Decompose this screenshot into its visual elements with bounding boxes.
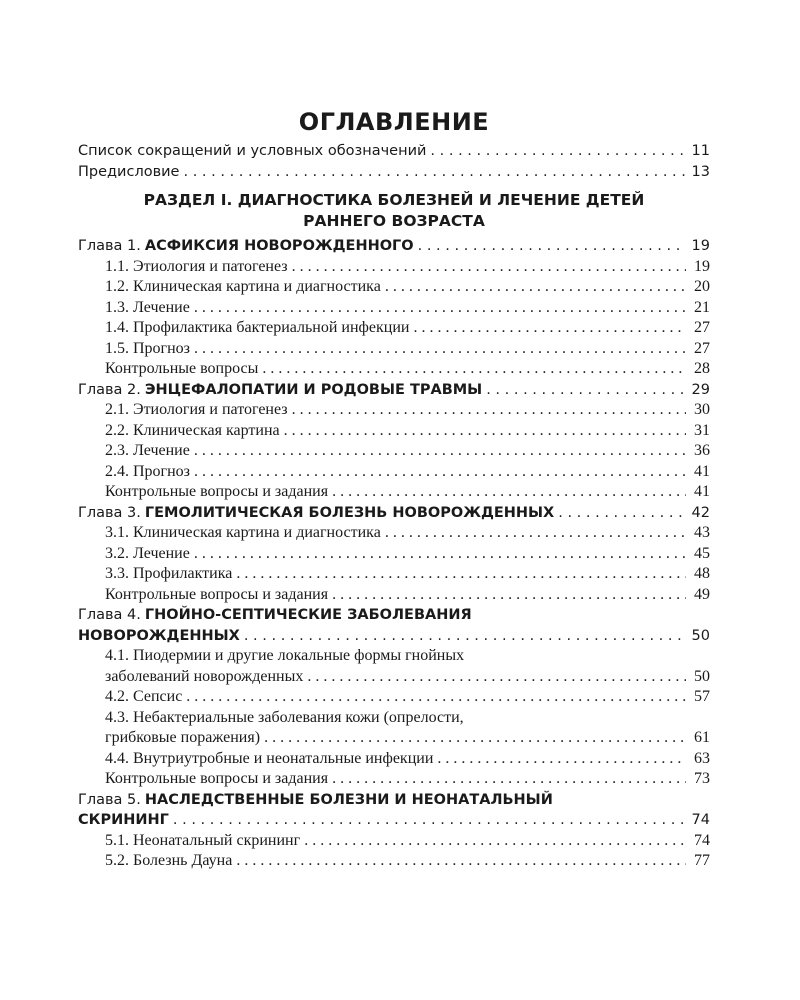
page-number: 41 [694,462,710,480]
page-number: 19 [691,238,710,254]
page-number: 11 [691,143,710,159]
page-number: 41 [694,483,710,500]
dot-leader [284,421,686,442]
page-number: 13 [691,163,710,180]
entry-label: заболеваний новорожденных [105,667,304,685]
entry-label: Контрольные вопросы и задания [105,483,329,500]
dot-leader [194,339,686,360]
entry-label: 1.4. Профилактика бактериальной инфекции [105,319,410,336]
dot-leader [332,585,686,606]
chapter-5-heading-line2 [78,810,710,831]
chapter-3-heading [78,503,710,524]
dot-leader [194,462,686,483]
toc-entry [78,257,710,278]
entry-label: Контрольные вопросы [105,360,259,377]
dot-leader [292,257,686,278]
toc-entry [78,400,710,421]
dot-leader [385,523,686,544]
toc-entry-line1: 4.1. Пиодермии и другие локальные формы гнойных [105,647,465,664]
entry-label: грибковые поражения) [105,729,261,746]
page-number: 57 [694,688,710,705]
chapter-1-heading [78,236,710,257]
toc-entry-preface [78,162,710,183]
chapter-4-heading-line1 [78,605,710,626]
dot-leader [236,851,686,872]
dot-leader [385,277,686,298]
page-number: 27 [694,339,710,357]
dot-leader [262,359,686,380]
toc-entry [78,523,710,544]
dot-leader [418,236,686,257]
dot-leader [304,831,686,852]
entry-label: 4.4. Внутриутробные и неонатальные инфекции [105,749,434,767]
page-number: 50 [691,627,710,644]
entry-label: 3.1. Клиническая картина и диагностика [105,524,381,541]
toc-entry [78,769,710,790]
toc-entry [78,339,710,360]
chapter-title: ГЕМОЛИТИЧЕСКАЯ БОЛЕЗНЬ НОВОРОЖДЕННЫХ [144,504,555,521]
dot-leader [194,441,686,462]
toc-entry [78,831,710,852]
entry-label: Контрольные вопросы и задания [105,585,329,603]
page-number: 31 [694,421,710,439]
dot-leader [183,162,686,183]
entry-label: Контрольные вопросы и задания [105,770,329,787]
chapter-2-heading [78,380,710,401]
toc-entry [78,728,710,749]
toc-entry [78,298,710,319]
dot-leader [307,667,686,688]
chapter-title: АСФИКСИЯ НОВОРОЖДЕННОГО [144,238,414,254]
page-number: 77 [694,852,710,869]
page-number: 49 [694,585,710,603]
toc-entry [78,359,710,380]
section-heading-line2: РАННЕГО ВОЗРАСТА [303,212,485,230]
page-number: 19 [694,257,710,275]
toc-entry [78,585,710,606]
toc-entry [78,277,710,298]
entry-label: Предисловие [78,163,180,180]
entry-label: 3.3. Профилактика [105,565,233,582]
entry-label: 2.3. Лечение [105,442,190,459]
table-of-contents [78,108,710,872]
chapter-title-cont: НОВОРОЖДЕННЫХ [78,627,240,644]
toc-entry [78,318,710,339]
page-number: 42 [691,504,710,521]
toc-entry [78,564,710,585]
entry-label: 5.1. Неонатальный скрининг [105,831,301,849]
dot-leader [292,400,686,421]
entry-label: 1.3. Лечение [105,298,190,316]
dot-leader [194,544,686,565]
entry-label: 1.2. Клиническая картина и диагностика [105,278,381,295]
dot-leader [194,298,686,319]
entry-label: 5.2. Болезнь Дауна [105,852,233,869]
page-number: 29 [691,381,710,398]
chapter-title: НАСЛЕДСТВЕННЫЕ БОЛЕЗНИ И НЕОНАТАЛЬНЫЙ [144,791,553,808]
page-number: 20 [694,278,710,295]
chapter-4-heading-line2 [78,626,710,647]
chapter-title-cont: СКРИНИНГ [78,812,169,828]
page-number: 45 [694,544,710,562]
toc-entry [78,851,710,872]
toc-entry [78,441,710,462]
page-number: 43 [694,524,710,541]
page-number: 74 [691,812,710,828]
dot-leader [437,749,686,770]
toc-entry [78,462,710,483]
toc-entry-abbreviations [78,141,710,162]
entry-label: 3.2. Лечение [105,544,190,562]
toc-entry [78,421,710,442]
toc-entry [78,544,710,565]
chapter-prefix: Глава 1. [78,238,141,254]
page-number: 21 [694,298,710,316]
toc-entry [78,687,710,708]
page-title: ОГЛАВЛЕНИЕ [298,108,490,136]
page-number: 30 [694,401,710,418]
dot-leader [236,564,686,585]
dot-leader [558,503,686,524]
toc-entry-line1: 4.3. Небактериальные заболевания кожи (опрелости, [105,708,464,726]
dot-leader [430,141,686,162]
dot-leader [244,626,686,647]
dot-leader [332,482,686,503]
page-number: 36 [694,442,710,459]
page-number: 63 [694,749,710,767]
page-number: 50 [694,667,710,685]
entry-label: 1.1. Этиология и патогенез [105,257,288,275]
entry-label: 4.2. Сепсис [105,688,183,705]
chapter-prefix: Глава 5. [78,791,141,808]
dot-leader [486,380,686,401]
chapter-prefix: Глава 2. [78,381,141,398]
entry-label: Список сокращений и условных обозначений [78,143,427,159]
dot-leader [413,318,686,339]
page-number: 27 [694,319,710,336]
section-heading-line1: РАЗДЕЛ I. ДИАГНОСТИКА БОЛЕЗНЕЙ И ЛЕЧЕНИЕ ДЕТЕЙ [143,191,645,209]
toc-entry [78,667,710,688]
dot-leader [173,810,686,831]
dot-leader [186,687,686,708]
page-number: 48 [694,565,710,582]
toc-entry [78,482,710,503]
chapter-title: ЭНЦЕФАЛОПАТИИ И РОДОВЫЕ ТРАВМЫ [144,381,483,398]
chapter-prefix: Глава 4. [78,607,141,623]
page-number: 61 [694,729,710,746]
entry-label: 2.4. Прогноз [105,462,190,480]
entry-label: 2.2. Клиническая картина [105,421,280,439]
page-number: 28 [694,360,710,377]
toc-entry [78,749,710,770]
entry-label: 1.5. Прогноз [105,339,190,357]
page-number: 74 [694,831,710,849]
dot-leader [264,728,686,749]
page-number: 73 [694,770,710,787]
dot-leader [332,769,686,790]
entry-label: 2.1. Этиология и патогенез [105,401,288,418]
section-heading [78,190,710,232]
chapter-5-heading-line1 [78,790,710,811]
chapter-title: ГНОЙНО-СЕПТИЧЕСКИЕ ЗАБОЛЕВАНИЯ [144,607,472,623]
chapter-prefix: Глава 3. [78,504,141,521]
